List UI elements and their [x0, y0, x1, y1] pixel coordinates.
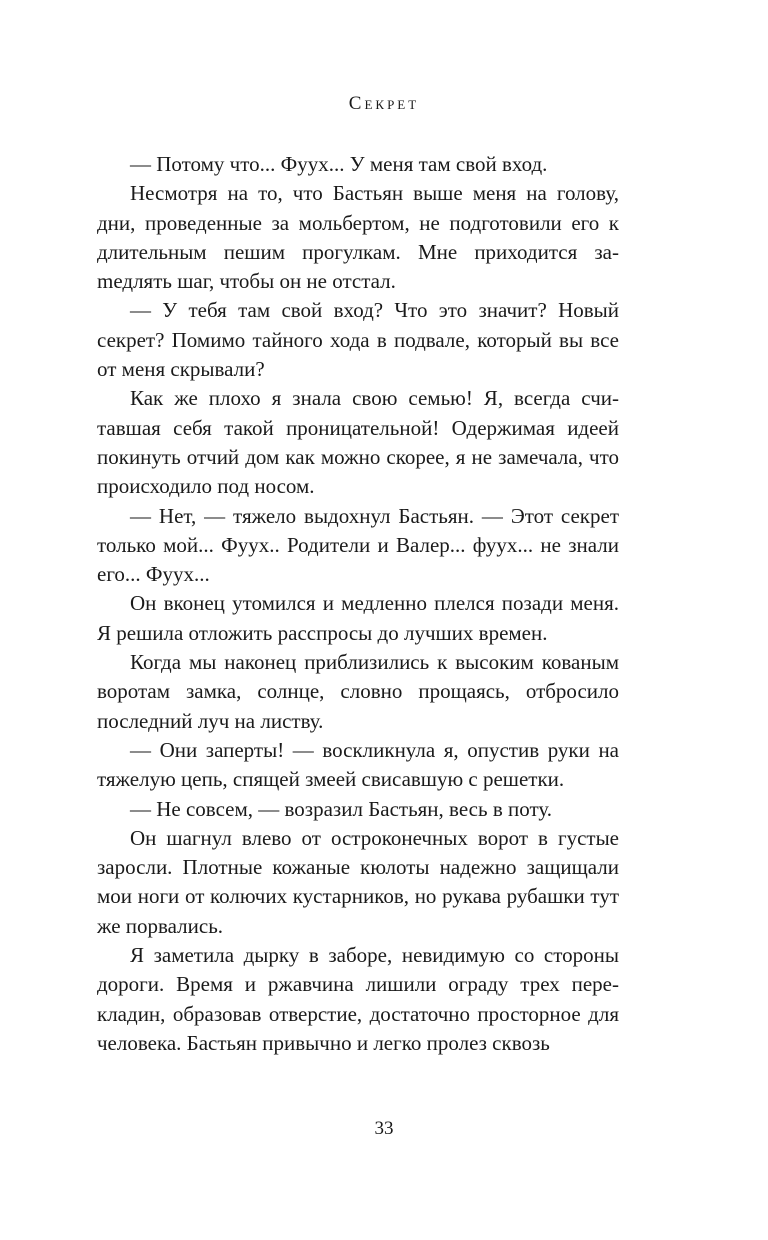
paragraph: Несмотря на то, что Бастьян выше меня на голову, дни, проведенные за мольбертом, не подготовили его к длительным пешим прогулкам. Мне приходится заmедлять шаг, чтобы он не отстал. — [97, 181, 619, 294]
page-number: 33 — [374, 1118, 394, 1139]
paragraph: — Не совсем, — возразил Бастьян, весь в поту. — [130, 796, 552, 821]
paragraph: — У тебя там свой вход? Что это значит? Новый секрет? Помимо тайного хода в подвале, который вы все от меня скрывали? — [97, 298, 619, 382]
body-text — [97, 150, 619, 1058]
paragraph: Я заметила дырку в заборе, невидимую со стороны дороги. Время и ржавчина лишили ограду трех перекладин, образовав отверстие, достаточно просторное для человека. Бастьян привычно и легко пролез сквозь — [97, 943, 619, 1055]
paragraph: Когда мы наконец приблизились к высоким кованым воротам замка, солнце, словно прощаясь, отбросило последний луч на листву. — [97, 650, 619, 733]
running-head: Секрет — [348, 93, 420, 114]
paragraph: Он шагнул влево от остроконечных ворот в густые заросли. Плотные кожаные кюлоты надежно защищали мои ноги от колючих кустарников, но рукава рубашки тут же порвались. — [97, 825, 619, 938]
paragraph: — Потому что... Фуух... У меня там свой вход. — [130, 152, 548, 176]
paragraph: — Нет, — тяжело выдохнул Бастьян. — Этот секрет только мой... Фуух.. Родители и Валер... фуух... не знали его... Фуух... — [97, 503, 619, 587]
paragraph: — Они заперты! — воскликнула я, опустив руки на тяжелую цепь, спящей змеей свисавшую с решетки. — [97, 737, 619, 792]
paragraph: Как же плохо я знала свою семью! Я, всегда считавшая себя такой проницательной! Одержимая идеей покинуть отчий дом как можно скорее, я не замечала, что происходило под носом. — [97, 386, 619, 499]
paragraph: Он вконец утомился и медленно плелся позади меня. Я решила отложить расспросы до лучших времен. — [97, 591, 619, 645]
